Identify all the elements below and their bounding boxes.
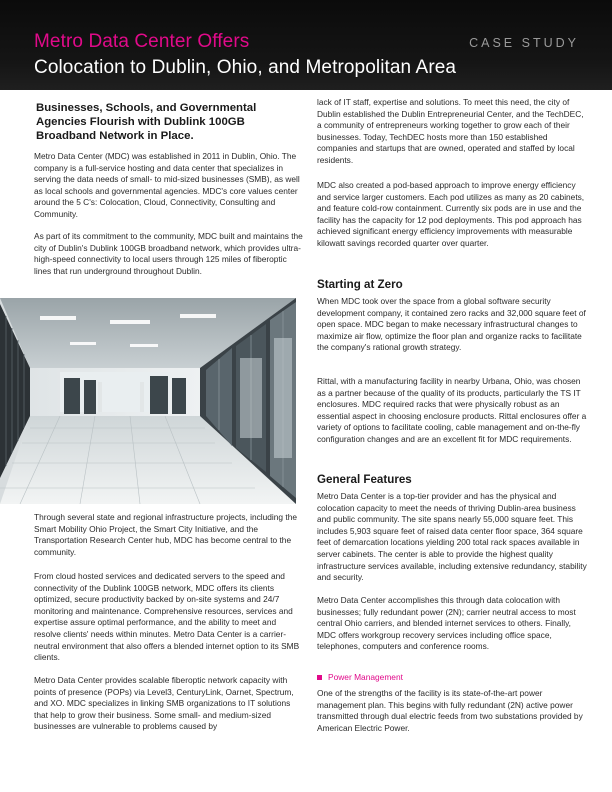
data-center-aisle-photo-icon xyxy=(0,298,296,504)
right-paragraph-7: One of the strengths of the facility is its state-of-the-art power management plan. This begins with fully redundant (2N) active power transmitted through dual electric feeds from two substations provided by American Electric Power. xyxy=(317,688,583,733)
right-paragraph-6: Metro Data Center accomplishes this through data colocation with businesses; fully redundant power (2N); carrier neutral access to most central Ohio carriers, and blended internet services to others. Finally, MDC offers workgroup recovery services including office space, telephones, computers and conference rooms. xyxy=(317,595,576,652)
left-paragraph-3: Through several state and regional infrastructure projects, including the Smart Mobility Ohio Project, the Smart City Initiative, and the Transportation Research Center hub, MDC has become central to the community. xyxy=(34,512,297,557)
data-center-photo xyxy=(0,298,296,504)
right-paragraph-1: lack of IT staff, expertise and solutions. To meet this need, the city of Dublin established the Dublin Entrepreneurial Center, and the TechDEC, a community of entrepreneurs working together to grow each of their businesses. Today, TechDEC hosts more than 150 established companies and startups that are owned, operated and staffed by local residents. xyxy=(317,97,584,165)
left-paragraph-5: Metro Data Center provides scalable fiberoptic network capacity with points of presence (POPs) via Level3, CenturyLink, Oarnet, Spectrum, and XO. MDC specializes in linking SMB organizations to IT solutions that help to grow their business. Some small- and medium-sized businesses are vulnerable to problems caused by xyxy=(34,675,294,732)
left-paragraph-4: From cloud hosted services and dedicated servers to the speed and connectivity of the Dublink 100GB network, MDC offers its clients optimized, secure productivity backed by on-site systems and 24/7 monitoring and maintenance. Comprehensive resources, services and expertise assure optimal performance, and the ability to meet and resolve clients' needs within minutes. Metro Data Center is a carrier-neutral environment that also offers a blended internet option to its SMB clients. xyxy=(34,571,300,663)
page-header xyxy=(0,0,612,90)
subheading-power-management xyxy=(317,672,403,682)
left-paragraph-2: As part of its commitment to the community, MDC built and maintains the city of Dublin's Dublink 100GB broadband network, which provides ultra-high-speed connectivity to local users through 125 miles of fiberoptic lines that run underground throughout Dublin. xyxy=(34,231,303,276)
pink-square-bullet-icon xyxy=(317,675,322,680)
section-heading-starting-at-zero: Starting at Zero xyxy=(317,278,403,291)
right-paragraph-5: Metro Data Center is a top-tier provider and has the physical and colocation capacity to meet the needs of thriving Dublin-area business and public community. The site spans nearly 55,000 square feet. This includes 5,903 square feet of raised data center floor space, 364 square feet of demarcation locations yielding 200 total rack spaces available in server cabinets. The center is able to provide the highest quality infrastructure services available, including extensive redundancy, stability and security. xyxy=(317,491,587,583)
right-paragraph-4: Rittal, with a manufacturing facility in nearby Urbana, Ohio, was chosen as a partner because of the quality of its products, particularly the TS IT enclosures. MDC required racks that were physically robust as an essential aspect in choosing enclosure products. Rittal enclosures offer a variety of options to facilitate cooling, cable management and on-the-fly configuration changes and are an excellent fit for MDC requirements. xyxy=(317,376,587,444)
right-paragraph-2: MDC also created a pod-based approach to improve energy efficiency and service larger customers. Each pod utilizes as many as 20 cabinets, and feature cold-row containment. Currently six pods are in use and the facility has the capacity for 12 pod deployments. This pod approach has achieved significant energy efficiency improvements with measurable kilowatt savings recorded quarter over quarter. xyxy=(317,180,585,248)
title-line-2: Colocation to Dublin, Ohio, and Metropolitan Area xyxy=(34,57,457,78)
section-heading-general-features: General Features xyxy=(317,473,412,486)
right-paragraph-3: When MDC took over the space from a global software security development company, it contained zero racks and 32,000 square feet of open space. MDC began to make necessary infrastructural changes to maximize air flow, optimize the floor plan and organize racks to facilitate the company's rational growth strategy. xyxy=(317,296,586,353)
lede-heading: Businesses, Schools, and Governmental Agencies Flourish with Dublink 100GB Broadband Network in Place. xyxy=(36,102,257,143)
case-study-label: CASE STUDY xyxy=(469,36,579,50)
left-paragraph-1: Metro Data Center (MDC) was established in 2011 in Dublin, Ohio. The company is a full-service hosting and data center that specializes in serving the data needs of small- to mid-sized businesses (SMB), as well as local schools and governmental agencies. MDC's core values center around the 5 C's: Colocation, Cloud, Connectivity, Consulting and Community. xyxy=(34,151,300,219)
title-line-1: Metro Data Center Offers xyxy=(34,31,250,52)
subheading-label: Power Management xyxy=(328,672,403,682)
